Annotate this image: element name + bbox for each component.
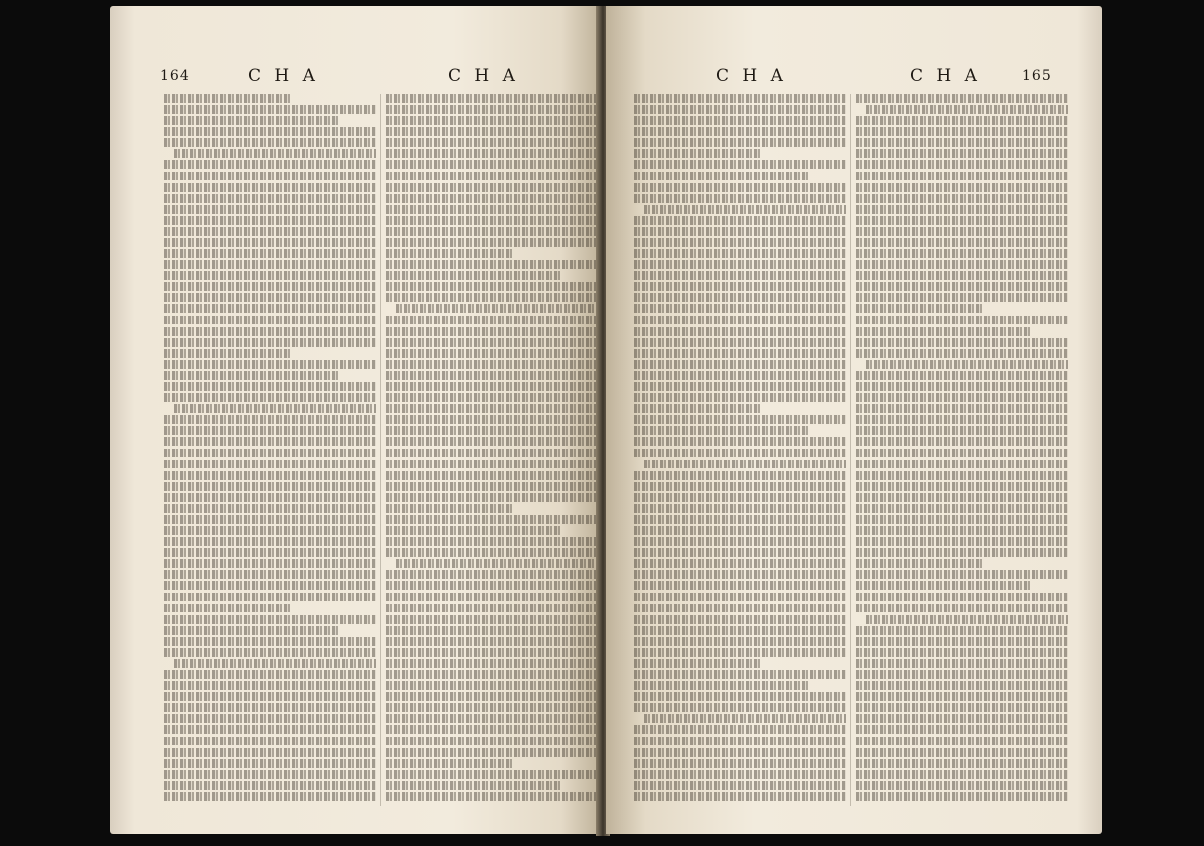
text-line <box>634 349 846 358</box>
text-line <box>386 792 598 801</box>
text-line <box>634 504 846 513</box>
text-line <box>164 205 376 214</box>
text-line <box>386 581 598 590</box>
text-line <box>856 304 983 313</box>
text-line <box>856 737 1068 746</box>
left-page-text-column-2 <box>386 94 598 806</box>
text-line <box>856 94 1068 103</box>
text-line <box>856 504 1068 513</box>
text-line <box>386 781 560 790</box>
text-line <box>856 515 1068 524</box>
text-line <box>386 604 598 613</box>
text-line <box>164 249 376 258</box>
text-line <box>164 692 376 701</box>
text-line <box>386 637 598 646</box>
text-line <box>856 293 1068 302</box>
text-line <box>386 371 598 380</box>
text-line <box>164 737 376 746</box>
text-line <box>164 504 376 513</box>
text-line <box>164 604 291 613</box>
text-line <box>164 293 376 302</box>
text-line <box>386 138 598 147</box>
right-page-number: 165 <box>1022 68 1052 84</box>
left-page-column-rule <box>380 94 381 806</box>
text-line <box>164 515 376 524</box>
text-line <box>386 338 598 347</box>
text-line <box>856 748 1068 757</box>
text-line <box>386 515 598 524</box>
text-line <box>856 581 1030 590</box>
text-line <box>856 404 1068 413</box>
text-line <box>634 471 846 480</box>
text-line <box>634 526 846 535</box>
text-line <box>164 338 376 347</box>
text-line <box>386 737 598 746</box>
text-line <box>164 548 376 557</box>
text-line <box>634 393 846 402</box>
text-line <box>634 127 846 136</box>
text-line <box>634 482 846 491</box>
text-line <box>856 160 1068 169</box>
text-line <box>634 659 761 668</box>
text-line <box>164 127 376 136</box>
text-line <box>856 626 1068 635</box>
text-line <box>634 94 846 103</box>
text-line <box>634 249 846 258</box>
text-line <box>634 770 846 779</box>
text-line <box>386 725 598 734</box>
text-line <box>634 548 846 557</box>
text-line <box>856 238 1068 247</box>
text-line <box>634 238 846 247</box>
text-line <box>634 570 846 579</box>
text-line <box>386 526 560 535</box>
text-line <box>634 282 846 291</box>
text-line <box>634 227 846 236</box>
text-line <box>856 604 1068 613</box>
text-line <box>164 437 376 446</box>
text-line <box>396 304 598 313</box>
text-line <box>856 205 1068 214</box>
text-line <box>386 615 598 624</box>
text-line <box>856 382 1068 391</box>
text-line <box>856 559 983 568</box>
text-line <box>386 349 598 358</box>
text-line <box>164 382 376 391</box>
text-line <box>164 570 376 579</box>
text-line <box>856 482 1068 491</box>
text-line <box>634 271 846 280</box>
text-line <box>856 426 1068 435</box>
text-line <box>386 471 598 480</box>
text-line <box>164 670 376 679</box>
text-line <box>634 138 846 147</box>
text-line <box>164 194 376 203</box>
text-line <box>856 437 1068 446</box>
text-line <box>856 116 1068 125</box>
text-line <box>386 238 598 247</box>
text-line <box>386 770 598 779</box>
text-line <box>866 105 1068 114</box>
text-line <box>386 327 598 336</box>
text-line <box>634 404 761 413</box>
text-line <box>634 648 846 657</box>
text-line <box>164 227 376 236</box>
text-line <box>856 282 1068 291</box>
text-line <box>386 681 598 690</box>
text-line <box>164 172 376 181</box>
text-line <box>386 404 598 413</box>
text-line <box>634 260 846 269</box>
text-line <box>634 382 846 391</box>
text-line <box>164 703 376 712</box>
text-line <box>164 160 376 169</box>
text-line <box>164 105 376 114</box>
text-line <box>386 260 598 269</box>
text-line <box>856 471 1068 480</box>
text-line <box>164 770 376 779</box>
text-line <box>856 714 1068 723</box>
text-line <box>634 172 808 181</box>
text-line <box>634 327 846 336</box>
text-line <box>164 260 376 269</box>
left-page-header-col1: C H A <box>248 66 319 86</box>
text-line <box>856 670 1068 679</box>
text-line <box>164 94 291 103</box>
text-line <box>856 216 1068 225</box>
text-line <box>164 648 376 657</box>
text-line <box>164 426 376 435</box>
text-line <box>856 149 1068 158</box>
text-line <box>634 681 808 690</box>
text-line <box>634 437 846 446</box>
text-line <box>164 360 376 369</box>
text-line <box>634 160 846 169</box>
text-line <box>634 759 846 768</box>
text-line <box>634 360 846 369</box>
text-line <box>856 681 1068 690</box>
text-line <box>386 216 598 225</box>
text-line <box>386 449 598 458</box>
text-line <box>634 737 846 746</box>
open-book <box>110 6 1102 842</box>
text-line <box>856 692 1068 701</box>
text-line <box>634 293 846 302</box>
text-line <box>164 593 376 602</box>
text-line <box>856 725 1068 734</box>
text-line <box>856 537 1068 546</box>
text-line <box>164 759 376 768</box>
text-line <box>174 149 376 158</box>
text-line <box>164 216 376 225</box>
text-line <box>164 471 376 480</box>
text-line <box>164 626 338 635</box>
text-line <box>386 670 598 679</box>
text-line <box>386 748 598 757</box>
text-line <box>634 116 846 125</box>
text-line <box>856 260 1068 269</box>
text-line <box>856 792 1068 801</box>
text-line <box>856 227 1068 236</box>
text-line <box>856 127 1068 136</box>
text-line <box>164 559 376 568</box>
text-line <box>386 183 598 192</box>
text-line <box>856 349 1068 358</box>
left-page-number: 164 <box>160 68 190 84</box>
text-line <box>386 360 598 369</box>
text-line <box>386 316 598 325</box>
text-line <box>164 460 376 469</box>
text-line <box>856 449 1068 458</box>
text-line <box>164 371 338 380</box>
text-line <box>396 559 598 568</box>
text-line <box>634 781 846 790</box>
text-line <box>634 194 846 203</box>
text-line <box>164 637 376 646</box>
right-page-text-column-2 <box>856 94 1068 806</box>
text-line <box>856 548 1068 557</box>
text-line <box>634 515 846 524</box>
text-line <box>634 105 846 114</box>
text-line <box>634 415 846 424</box>
left-page <box>110 6 600 834</box>
text-line <box>164 449 376 458</box>
right-page-header-col1: C H A <box>716 66 787 86</box>
text-line <box>634 426 808 435</box>
text-line <box>634 626 846 635</box>
text-line <box>634 604 846 613</box>
right-page <box>606 6 1102 834</box>
left-page-header-col2: C H A <box>448 66 519 86</box>
text-line <box>386 703 598 712</box>
text-line <box>164 183 376 192</box>
text-line <box>386 194 598 203</box>
text-line <box>634 371 846 380</box>
text-line <box>856 327 1030 336</box>
text-line <box>856 637 1068 646</box>
text-line <box>386 116 598 125</box>
text-line <box>386 659 598 668</box>
text-line <box>386 94 598 103</box>
text-line <box>856 570 1068 579</box>
text-line <box>634 637 846 646</box>
text-line <box>634 304 846 313</box>
text-line <box>644 714 846 723</box>
text-line <box>856 138 1068 147</box>
text-line <box>164 349 291 358</box>
text-line <box>856 194 1068 203</box>
text-line <box>856 781 1068 790</box>
text-line <box>856 526 1068 535</box>
text-line <box>164 781 376 790</box>
text-line <box>386 227 598 236</box>
text-line <box>164 748 376 757</box>
text-line <box>386 759 513 768</box>
text-line <box>386 437 598 446</box>
text-line <box>164 393 376 402</box>
text-line <box>634 615 846 624</box>
text-line <box>386 504 513 513</box>
text-line <box>164 238 376 247</box>
text-line <box>386 105 598 114</box>
text-line <box>164 792 376 801</box>
text-line <box>164 581 376 590</box>
text-line <box>634 493 846 502</box>
text-line <box>856 770 1068 779</box>
text-line <box>164 415 376 424</box>
text-line <box>634 559 846 568</box>
right-page-header-col2: C H A <box>910 66 981 86</box>
text-line <box>386 482 598 491</box>
text-line <box>856 703 1068 712</box>
text-line <box>634 216 846 225</box>
text-line <box>634 748 846 757</box>
text-line <box>386 692 598 701</box>
text-line <box>386 415 598 424</box>
text-line <box>386 271 560 280</box>
text-line <box>164 138 376 147</box>
text-line <box>386 714 598 723</box>
text-line <box>856 648 1068 657</box>
text-line <box>634 316 846 325</box>
text-line <box>856 393 1068 402</box>
text-line <box>386 493 598 502</box>
text-line <box>164 327 376 336</box>
text-line <box>856 338 1068 347</box>
text-line <box>386 626 598 635</box>
text-line <box>634 703 846 712</box>
text-line <box>386 282 598 291</box>
text-line <box>386 293 598 302</box>
text-line <box>634 792 846 801</box>
text-line <box>866 360 1068 369</box>
text-line <box>164 271 376 280</box>
text-line <box>856 460 1068 469</box>
text-line <box>856 659 1068 668</box>
text-line <box>164 537 376 546</box>
right-page-column-rule <box>850 94 851 806</box>
text-line <box>386 537 598 546</box>
text-line <box>386 382 598 391</box>
text-line <box>856 371 1068 380</box>
text-line <box>866 615 1068 624</box>
text-line <box>164 493 376 502</box>
text-line <box>386 127 598 136</box>
text-line <box>386 172 598 181</box>
text-line <box>386 205 598 214</box>
text-line <box>164 526 376 535</box>
text-line <box>634 449 846 458</box>
text-line <box>634 581 846 590</box>
text-line <box>174 659 376 668</box>
text-line <box>856 271 1068 280</box>
text-line <box>386 149 598 158</box>
text-line <box>386 570 598 579</box>
text-line <box>644 460 846 469</box>
left-page-text-column-1 <box>164 94 376 806</box>
text-line <box>164 316 376 325</box>
text-line <box>386 593 598 602</box>
text-line <box>164 725 376 734</box>
text-line <box>164 482 376 491</box>
text-line <box>386 460 598 469</box>
text-line <box>856 593 1068 602</box>
text-line <box>856 249 1068 258</box>
text-line <box>164 681 376 690</box>
right-page-text-column-1 <box>634 94 846 806</box>
text-line <box>386 648 598 657</box>
text-line <box>856 316 1068 325</box>
text-line <box>164 116 338 125</box>
text-line <box>386 249 513 258</box>
text-line <box>164 714 376 723</box>
text-line <box>164 282 376 291</box>
text-line <box>634 692 846 701</box>
text-line <box>386 160 598 169</box>
text-line <box>164 615 376 624</box>
text-line <box>644 205 846 214</box>
text-line <box>856 415 1068 424</box>
text-line <box>164 304 376 313</box>
text-line <box>634 338 846 347</box>
text-line <box>856 493 1068 502</box>
text-line <box>856 172 1068 181</box>
text-line <box>386 426 598 435</box>
text-line <box>856 759 1068 768</box>
text-line <box>634 670 846 679</box>
text-line <box>386 393 598 402</box>
text-line <box>634 183 846 192</box>
text-line <box>634 725 846 734</box>
text-line <box>174 404 376 413</box>
text-line <box>386 548 598 557</box>
text-line <box>634 593 846 602</box>
text-line <box>634 537 846 546</box>
text-line <box>856 183 1068 192</box>
text-line <box>634 149 761 158</box>
